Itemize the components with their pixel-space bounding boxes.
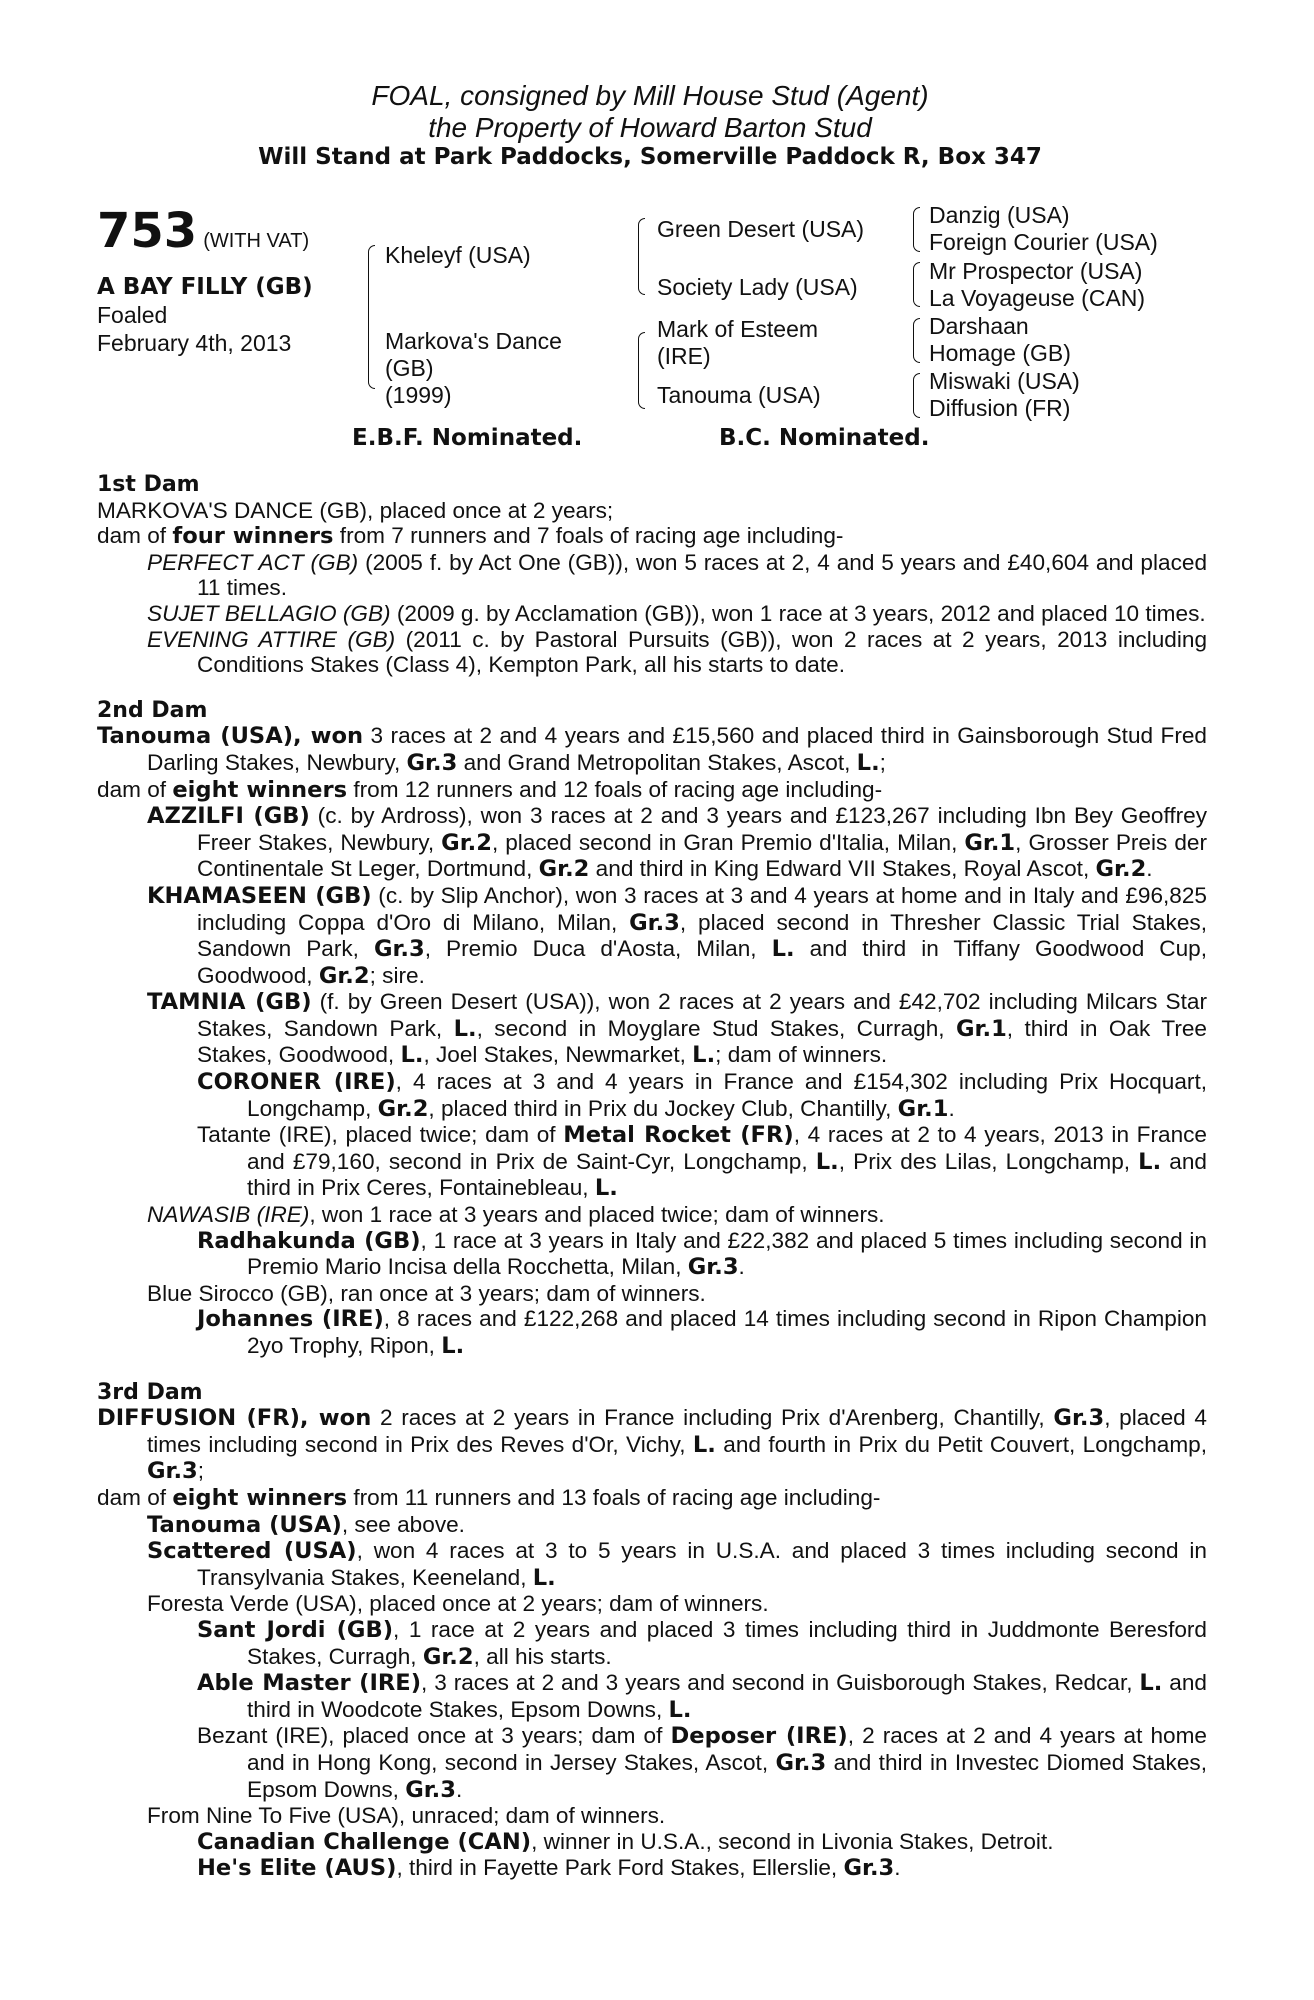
pedigree-sire: Kheleyf (USA)	[385, 242, 531, 268]
lot-header	[97, 203, 309, 259]
pedigree-notes	[97, 472, 1207, 1882]
section-title: 2nd Dam	[97, 697, 208, 723]
pedigree-dam-year: (1999)	[385, 382, 452, 408]
progeny-entry: EVENING ATTIRE (GB) (2011 c. by Pastoral Pursuits (GB)), won 2 races at 2 years, 2013 including Conditions Stakes (Class 4), Kempton Park, all his starts to date.	[147, 626, 1208, 678]
dam-of-line: dam of eight winners from 12 runners and 12 foals of racing age including-	[97, 776, 883, 803]
dam-line: Tanouma (USA), won 3 races at 2 and 4 years and £15,560 and placed third in Gainsborough Stud Fred Darling Stakes, Newbury, Gr.3 and Grand Metropolitan Stakes, Ascot, L.;	[97, 723, 1207, 776]
progeny-entry: Bezant (IRE), placed once at 3 years; dam of Deposer (IRE), 2 races at 2 and 4 years at home and in Hong Kong, second in Jersey Stakes, Ascot, Gr.3 and third in Investec Diomed Stakes, Epsom Downs, Gr.3.	[197, 1723, 1207, 1803]
progeny-entry: Canadian Challenge (CAN), winner in U.S.A., second in Livonia Stakes, Detroit.	[197, 1828, 1054, 1855]
pedigree-ds-sire: Darshaan	[929, 313, 1029, 339]
pedigree-sd-dam: La Voyageuse (CAN)	[929, 285, 1146, 311]
pedigree-brace	[913, 373, 920, 418]
pedigree-brace	[638, 218, 645, 295]
property-line: the Property of Howard Barton Stud	[428, 112, 872, 143]
progeny-entry: PERFECT ACT (GB) (2005 f. by Act One (GB)), won 5 races at 2, 4 and 5 years and £40,604 and placed 11 times.	[147, 549, 1208, 601]
section-title: 1st Dam	[97, 472, 200, 497]
progeny-entry: NAWASIB (IRE), won 1 race at 3 years and placed twice; dam of winners.	[147, 1202, 885, 1228]
progeny-entry: CORONER (IRE), 4 races at 3 and 4 years in France and £154,302 including Prix Hocquart, Longchamp, Gr.2, placed third in Prix du Jockey Club, Chantilly, Gr.1.	[197, 1069, 1208, 1122]
lot-number: 753	[97, 203, 198, 259]
dam-of-line: dam of eight winners from 11 runners and 13 foals of racing age including-	[97, 1484, 881, 1511]
bc-nominated: B.C. Nominated.	[719, 425, 930, 451]
progeny-entry: TAMNIA (GB) (f. by Green Desert (USA)), won 2 races at 2 years and £42,702 including Milcars Star Stakes, Sandown Park, L., second in Moyglare Stud Stakes, Curragh, Gr.1, third in Oak Tree Stakes, Goodwood, L., Joel Stakes, Newmarket, L.; dam of winners.	[147, 989, 1207, 1069]
progeny-entry: Johannes (IRE), 8 races and £122,268 and placed 14 times including second in Ripon Champion 2yo Trophy, Ripon, L.	[197, 1306, 1207, 1359]
stand-line: Will Stand at Park Paddocks, Somerville Paddock R, Box 347	[258, 144, 1042, 170]
progeny-entry: SUJET BELLAGIO (GB) (2009 g. by Acclamation (GB)), won 1 race at 3 years, 2012 and placed 10 times.	[147, 600, 1206, 626]
progeny-entry: Blue Sirocco (GB), ran once at 3 years; dam of winners.	[147, 1280, 706, 1306]
progeny-entry: AZZILFI (GB) (c. by Ardross), won 3 races at 2 and 3 years and £123,267 including Ibn Bey Geoffrey Freer Stakes, Newbury, Gr.2, placed second in Gran Premio d'Italia, Milan, Gr.1, Grosser Preis der Continentale St Leger, Dortmund, Gr.2 and third in King Edward VII Stakes, Royal Ascot, Gr.2.	[147, 803, 1208, 883]
pedigree-ss-dam: Foreign Courier (USA)	[929, 229, 1158, 255]
pedigree-dam-sire	[657, 316, 818, 370]
pedigree-dd-sire: Miswaki (USA)	[929, 368, 1080, 394]
pedigree-brace	[368, 245, 375, 389]
pedigree-dd-dam: Diffusion (FR)	[929, 395, 1071, 421]
pedigree-sd-sire: Mr Prospector (USA)	[929, 258, 1143, 284]
progeny-entry: Able Master (IRE), 3 races at 2 and 3 years and second in Guisborough Stakes, Redcar, L. and third in Woodcote Stakes, Epsom Downs, L.	[197, 1670, 1207, 1723]
progeny-entry: He's Elite (AUS), third in Fayette Park Ford Stakes, Ellerslie, Gr.3.	[197, 1855, 901, 1882]
pedigree-sire-sire: Green Desert (USA)	[657, 216, 865, 242]
pedigree-dam-sire-name: Mark of Esteem	[657, 316, 819, 342]
pedigree-brace	[913, 262, 920, 307]
horse-info	[97, 273, 313, 357]
pedigree-sire-dam: Society Lady (USA)	[657, 274, 858, 300]
pedigree-dam	[385, 328, 562, 409]
horse-name: A BAY FILLY (GB)	[97, 274, 313, 300]
dam-line: DIFFUSION (FR), won 2 races at 2 years in France including Prix d'Arenberg, Chantilly, Gr.3, placed 4 times including second in Prix des Reves d'Or, Vichy, L. and fourth in Prix du Petit Couvert, Longchamp, Gr.3;	[97, 1405, 1207, 1485]
progeny-entry: Tatante (IRE), placed twice; dam of Metal Rocket (FR), 4 races at 2 to 4 years, 2013 in France and £79,160, second in Prix de Saint-Cyr, Longchamp, L., Prix des Lilas, Longchamp, L. and third in Prix Ceres, Fontainebleau, L.	[197, 1122, 1207, 1202]
pedigree-dam-country: (GB)	[385, 355, 434, 381]
pedigree-ss-sire: Danzig (USA)	[929, 202, 1070, 228]
section-title: 3rd Dam	[97, 1379, 203, 1405]
progeny-entry: Sant Jordi (GB), 1 race at 2 years and placed 3 times including third in Juddmonte Beresford Stakes, Curragh, Gr.2, all his starts.	[197, 1616, 1207, 1670]
foaled-date: February 4th, 2013	[97, 330, 292, 356]
ebf-nominated: E.B.F. Nominated.	[352, 425, 583, 451]
pedigree-brace	[913, 207, 920, 252]
pedigree-brace	[913, 318, 920, 363]
consignor-line: FOAL, consigned by Mill House Stud (Agent)	[371, 80, 929, 111]
foaled-label: Foaled	[97, 302, 168, 328]
pedigree-ds-dam: Homage (GB)	[929, 340, 1071, 366]
pedigree-dam-dam: Tanouma (USA)	[657, 382, 821, 408]
pedigree-dam-sire-country: (IRE)	[657, 343, 711, 369]
dam-of-line: dam of four winners from 7 runners and 7 foals of racing age including-	[97, 523, 844, 550]
progeny-entry: Foresta Verde (USA), placed once at 2 years; dam of winners.	[147, 1591, 769, 1617]
progeny-entry: Radhakunda (GB), 1 race at 3 years in Italy and £22,382 and placed 5 times including second in Premio Mario Incisa della Rocchetta, Milan, Gr.3.	[197, 1227, 1207, 1281]
vat-label: (WITH VAT)	[203, 230, 310, 252]
pedigree-brace	[638, 332, 645, 409]
progeny-entry: From Nine To Five (USA), unraced; dam of winners.	[147, 1803, 666, 1829]
progeny-entry: KHAMASEEN (GB) (c. by Slip Anchor), won 3 races at 3 and 4 years at home and in Italy and £96,825 including Coppa d'Oro di Milano, Milan, Gr.3, placed second in Thresher Classic Trial Stakes, Sandown Park, Gr.3, Premio Duca d'Aosta, Milan, L. and third in Tiffany Goodwood Cup, Goodwood, Gr.2; sire.	[147, 882, 1207, 989]
progeny-entry: Scattered (USA), won 4 races at 3 to 5 years in U.S.A. and placed 3 times including second in Transylvania Stakes, Keeneland, L.	[147, 1538, 1207, 1591]
pedigree-dam-name: Markova's Dance	[385, 328, 562, 354]
dam-line: MARKOVA'S DANCE (GB), placed once at 2 years;	[97, 497, 614, 523]
progeny-entry: Tanouma (USA), see above.	[147, 1511, 465, 1538]
